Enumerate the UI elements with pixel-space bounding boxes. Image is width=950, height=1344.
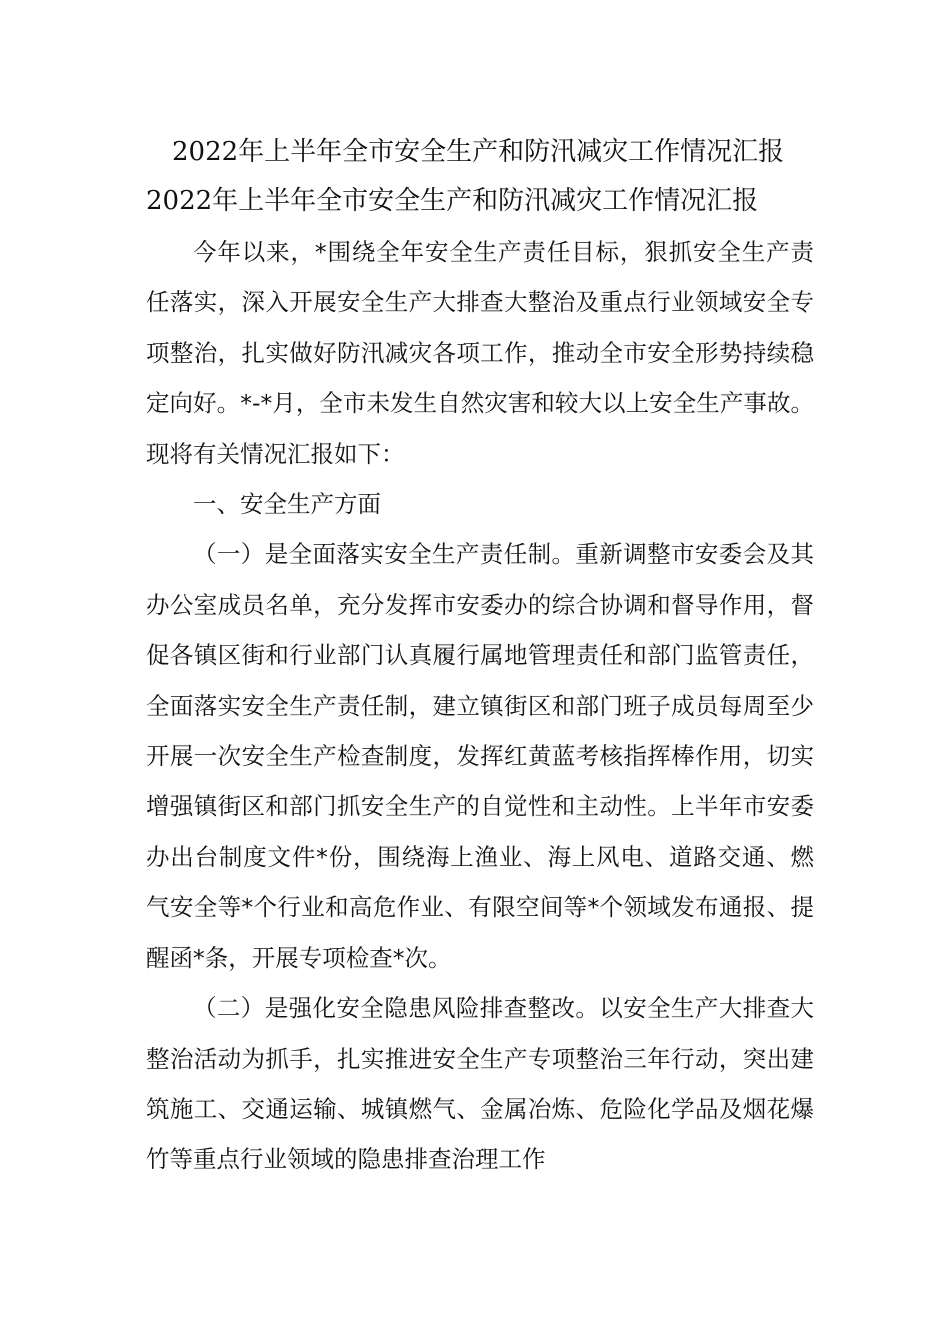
intro-paragraph: 今年以来，*围绕全年安全生产责任目标，狠抓安全生产责任落实，深入开展安全生产大排查大整治及重点行业领域安全专项整治，扎实做好防汛减灾各项工作，推动全市安全形势持续稳定向好。*-*月，全市未发生自然灾害和较大以上安全生产事故。现将有关情况汇报如下： — [146, 238, 814, 468]
document-title-line-1: 2022年上半年全市安全生产和防汛减灾工作情况汇报 — [172, 137, 785, 167]
section-heading-safety-production: 一、安全生产方面 — [193, 490, 381, 519]
document-body — [146, 227, 814, 1185]
paragraph-responsibility-system: （一）是全面落实安全生产责任制。重新调整市安委会及其办公室成员名单，充分发挥市安委办的综合协调和督导作用，督促各镇区街和行业部门认真履行属地管理责任和部门监管责任，全面落实安全生产责任制，建立镇街区和部门班子成员每周至少开展一次安全生产检查制度，发挥红黄蓝考核指挥棒作用，切实增强镇街区和部门抓安全生产的自觉性和主动性。上半年市安委办出台制度文件*份，围绕海上渔业、海上风电、道路交通、燃气安全等*个行业和高危作业、有限空间等*个领域发布通报、提醒函*条，开展专项检查*次。 — [146, 540, 814, 972]
document-title-line-2: 2022年上半年全市安全生产和防汛减灾工作情况汇报 — [146, 186, 759, 216]
paragraph-hazard-inspection: （二）是强化安全隐患风险排查整改。以安全生产大排查大整治活动为抓手，扎实推进安全生产专项整治三年行动，突出建筑施工、交通运输、城镇燃气、金属冶炼、危险化学品及烟花爆竹等重点行业领域的隐患排查治理工作 — [146, 994, 814, 1174]
